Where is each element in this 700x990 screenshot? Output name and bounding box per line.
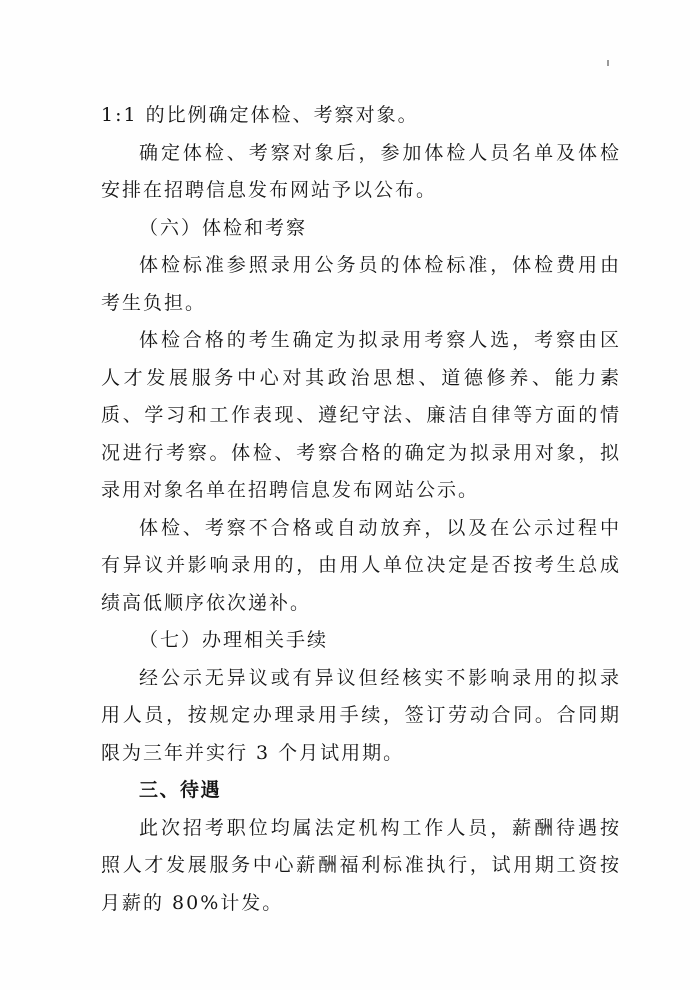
- section-heading-procedures: （七）办理相关手续: [139, 629, 329, 651]
- paragraph-contract: 经公示无异议或有异议但经核实不影响录用的拟录用人员，按规定办理录用手续，签订劳动合同。合同期限为三年并实行 3 个月试用期。: [101, 666, 621, 764]
- paragraph-ratio-line: 1:1 的比例确定体检、考察对象。: [101, 104, 419, 126]
- paragraph-replacement: 体检、考察不合格或自动放弃，以及在公示过程中有异议并影响录用的，由用人单位决定是否按考生总成绩高低顺序依次递补。: [101, 516, 621, 614]
- paragraph-inspection-process: 体检合格的考生确定为拟录用考察人选，考察由区人才发展服务中心对其政治思想、道德修养、能力素质、学习和工作表现、遵纪守法、廉洁自律等方面的情况进行考察。体检、考察合格的确定为拟录用对象，拟录用对象名单在招聘信息发布网站公示。: [101, 329, 621, 501]
- document-body: [101, 97, 621, 922]
- section-heading-benefits: 三、待遇: [139, 779, 222, 801]
- section-heading-physical-exam: （六）体检和考察: [139, 216, 308, 239]
- paragraph-salary: 此次招考职位均属法定机构工作人员，薪酬待遇按照人才发展服务中心薪酬福利标准执行，试用期工资按月薪的 80%计发。: [101, 816, 621, 914]
- scan-mark: [607, 60, 609, 66]
- paragraph-exam-standard: 体检标准参照录用公务员的体检标准，体检费用由考生负担。: [101, 254, 621, 314]
- paragraph-exam-announcement: 确定体检、考察对象后，参加体检人员名单及体检安排在招聘信息发布网站予以公布。: [101, 141, 621, 201]
